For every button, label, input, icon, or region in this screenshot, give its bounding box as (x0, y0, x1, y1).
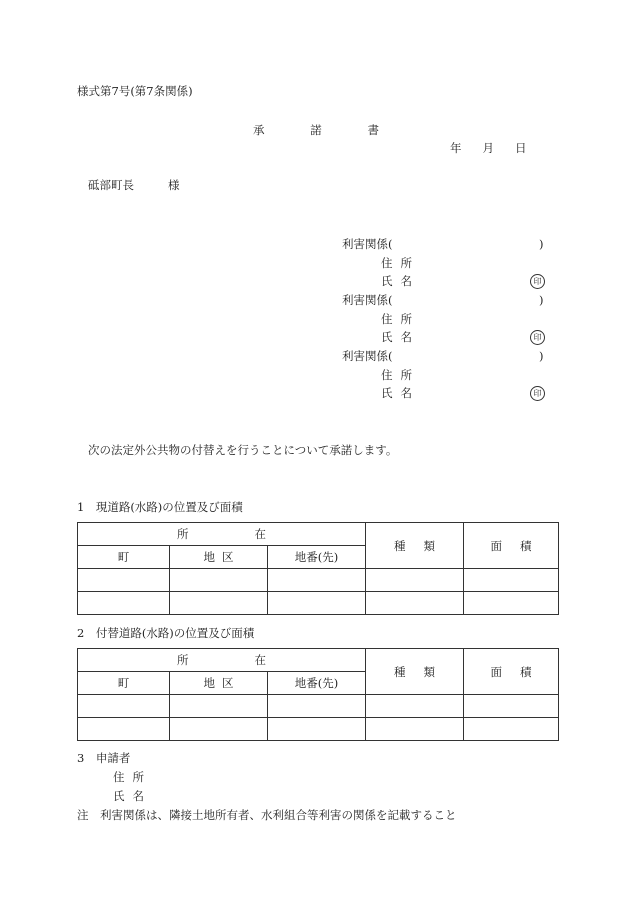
table-cell[interactable] (78, 718, 170, 741)
town-header: 町 (78, 546, 170, 569)
party-close-paren: ) (539, 349, 544, 363)
town-header: 町 (78, 672, 170, 695)
seal-mark (530, 385, 545, 401)
table-cell[interactable] (268, 695, 366, 718)
table-row (78, 718, 559, 741)
applicant-name-label: 氏名 (113, 789, 152, 803)
table-cell[interactable] (464, 718, 559, 741)
party-name-label: 氏名 (381, 386, 420, 400)
table-cell[interactable] (366, 569, 464, 592)
table-cell[interactable] (78, 569, 170, 592)
party-address-label: 住所 (381, 256, 420, 270)
district-header: 地区 (170, 546, 268, 569)
table-cell[interactable] (268, 592, 366, 615)
body-text: 次の法定外公共物の付替えを行うことについて承諾します。 (88, 443, 398, 457)
current-road-table (77, 522, 559, 615)
table-cell[interactable] (366, 718, 464, 741)
document-title (253, 123, 379, 137)
seal-mark (530, 329, 545, 345)
party-label: 利害関係( (342, 349, 393, 363)
location-header: 所在 (78, 649, 366, 672)
table-cell[interactable] (170, 569, 268, 592)
date-year: 年 (450, 141, 462, 155)
table-row (78, 695, 559, 718)
table-cell[interactable] (366, 695, 464, 718)
type-header: 種類 (366, 649, 464, 695)
applicant-address-label: 住所 (113, 770, 152, 784)
title-char: 承 (253, 123, 265, 137)
section-2-title: 2 付替道路(水路)の位置及び面積 (77, 626, 255, 640)
table-row (78, 569, 559, 592)
table-cell[interactable] (78, 592, 170, 615)
party-label: 利害関係( (342, 237, 393, 251)
section-1-title: 1 現道路(水路)の位置及び面積 (77, 500, 243, 514)
table-cell[interactable] (170, 718, 268, 741)
table-row (78, 592, 559, 615)
party-name-label: 氏名 (381, 274, 420, 288)
lot-header: 地番(先) (268, 672, 366, 695)
addressee (88, 178, 180, 192)
table-cell[interactable] (268, 718, 366, 741)
table-cell[interactable] (366, 592, 464, 615)
seal-icon: 印 (530, 274, 545, 289)
seal-icon: 印 (530, 386, 545, 401)
location-header (78, 523, 366, 546)
table-cell[interactable] (464, 569, 559, 592)
title-char: 書 (367, 123, 379, 137)
party-address-label: 住所 (381, 368, 420, 382)
party-address-label: 住所 (381, 312, 420, 326)
addressee-name: 砥部町長 (88, 178, 134, 192)
table-cell[interactable] (464, 592, 559, 615)
area-header: 面積 (464, 523, 559, 569)
date-day: 日 (515, 141, 527, 155)
seal-icon: 印 (530, 330, 545, 345)
table-cell[interactable] (170, 592, 268, 615)
table-cell[interactable] (464, 695, 559, 718)
addressee-honorific: 様 (168, 178, 180, 192)
date-month: 月 (482, 141, 494, 155)
footnote: 注 利害関係は、隣接土地所有者、水利組合等利害の関係を記載すること (77, 808, 457, 822)
title-char: 諾 (310, 123, 322, 137)
party-label: 利害関係( (342, 293, 393, 307)
location-header-text: 所在 (177, 527, 332, 541)
table-cell[interactable] (170, 695, 268, 718)
district-header: 地区 (170, 672, 268, 695)
replacement-road-table (77, 648, 559, 741)
table-cell[interactable] (78, 695, 170, 718)
party-name-label: 氏名 (381, 330, 420, 344)
table-cell[interactable] (268, 569, 366, 592)
form-label: 様式第7号(第7条関係) (77, 84, 193, 98)
lot-header: 地番(先) (268, 546, 366, 569)
date-line (450, 141, 527, 155)
seal-mark (530, 273, 545, 289)
type-header: 種類 (366, 523, 464, 569)
party-close-paren: ) (539, 237, 544, 251)
area-header: 面積 (464, 649, 559, 695)
applicant-title: 3 申請者 (77, 751, 131, 765)
party-close-paren: ) (539, 293, 544, 307)
